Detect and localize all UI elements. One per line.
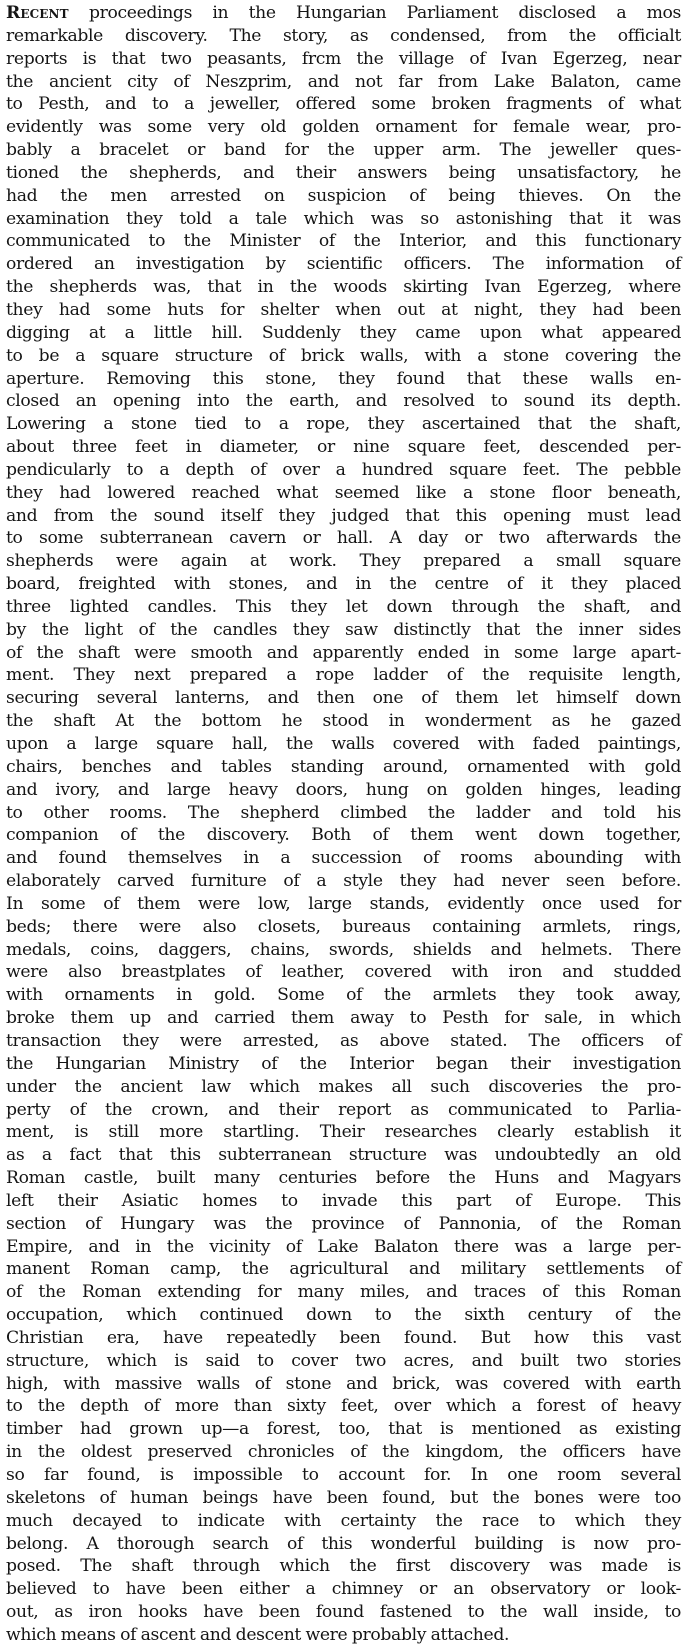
text-line: as a fact that this subterranean structure was undoubtedly an old — [6, 1145, 681, 1166]
text-line: structure, which is said to cover two acres, and built two stories — [6, 1350, 681, 1371]
text-line: and found themselves in a succession of rooms abounding with — [6, 848, 681, 869]
text-line: and from the sound itself they judged that this opening must lead — [6, 505, 681, 526]
text-line: medals, coins, daggers, chains, swords, shields and helmets. There — [6, 939, 681, 960]
text-line: Christian era, have repeatedly been found. But how this vast — [6, 1327, 681, 1348]
text-line: about three feet in diameter, or nine square feet, descended per- — [6, 437, 681, 458]
text-line: elaborately carved furniture of a style they had never seen before. — [6, 871, 681, 892]
text-line: aperture. Removing this stone, they found that these walls en- — [6, 368, 681, 389]
text-line: three lighted candles. This they let down through the shaft, and — [6, 596, 681, 617]
text-line: the Hungarian Ministry of the Interior began their investigation — [6, 1053, 681, 1074]
text-line: reports is that two peasants, frcm the village of Ivan Egerzeg, near — [6, 48, 681, 69]
text-line: tioned the shepherds, and their answers being unsatisfactory, he — [6, 162, 681, 183]
text-line: remarkable discovery. The story, as condensed, from the officialt — [6, 25, 681, 46]
text-line: ment, is still more startling. Their researches clearly establish it — [6, 1122, 681, 1143]
text-line: the ancient city of Neszprim, and not far from Lake Balaton, came — [6, 71, 681, 92]
text-line: to some subterranean cavern or hall. A day or two afterwards the — [6, 528, 681, 549]
text-line: believed to have been either a chimney or an observatory or look- — [6, 1579, 681, 1600]
text-line: Empire, and in the vicinity of Lake Balaton there was a large per- — [6, 1236, 681, 1257]
text-line: the shaft At the bottom he stood in wonderment as he gazed — [6, 711, 681, 732]
text-line: of the shaft were smooth and apparently ended in some large apart- — [6, 642, 681, 663]
text-line: in the oldest preserved chronicles of the kingdom, the officers have — [6, 1442, 681, 1463]
text-line: with ornaments in gold. Some of the armlets they took away, — [6, 985, 681, 1006]
text-line: to Pesth, and to a jeweller, offered some broken fragments of what — [6, 94, 681, 115]
text-line: so far found, is impossible to account for. In one room several — [6, 1465, 681, 1485]
text-line: much decayed to indicate with certainty the race to which they — [6, 1510, 681, 1531]
text-line: closed an opening into the earth, and resolved to sound its depth. — [6, 391, 681, 412]
text-line: communicated to the Minister of the Interior, and this functionary — [6, 231, 681, 252]
text-line: they had some huts for shelter when out at night, they had been — [6, 299, 681, 320]
text-line: evidently was some very old golden ornament for female wear, pro- — [6, 117, 681, 138]
text-line: shepherds were again at work. They prepared a small square — [6, 551, 681, 572]
text-line: In some of them were low, large stands, evidently once used for — [6, 893, 681, 914]
text-line: manent Roman camp, the agricultural and military settlements of — [6, 1259, 681, 1280]
article-body — [6, 25, 681, 1647]
text-line: securing several lanterns, and then one of them let himself down — [6, 688, 681, 709]
first-line-text: proceedings in the Hungarian Parliament disclosed a mos — [68, 3, 681, 23]
text-line: to be a square structure of brick walls, with a stone covering the — [6, 345, 681, 366]
text-line: posed. The shaft through which the first discovery was made is — [6, 1556, 681, 1577]
text-line: occupation, which continued down to the sixth century of the — [6, 1305, 681, 1326]
text-line: ordered an investigation by scientific officers. The information of — [6, 254, 681, 275]
text-line: upon a large square hall, the walls covered with faded paintings, — [6, 734, 681, 754]
text-line: skeletons of human beings have been found, but the bones were too — [6, 1487, 681, 1508]
text-line: to other rooms. The shepherd climbed the ladder and told his — [6, 802, 681, 823]
text-line: by the light of the candles they saw distinctly that the inner sides — [6, 619, 681, 640]
text-line: examination they told a tale which was so astonishing that it was — [6, 208, 681, 229]
text-line: belong. A thorough search of this wonderful building is now pro- — [6, 1533, 681, 1554]
text-line: broke them up and carried them away to Pesth for sale, in which — [6, 1008, 681, 1029]
text-line: out, as iron hooks have been found fastened to the wall inside, to — [6, 1602, 681, 1623]
text-line: section of Hungary was the province of Pannonia, of the Roman — [6, 1213, 681, 1234]
text-line: they had lowered reached what seemed like a stone floor beneath, — [6, 482, 681, 503]
text-line: high, with massive walls of stone and brick, was covered with earth — [6, 1373, 681, 1394]
text-line: had the men arrested on suspicion of being thieves. On the — [6, 185, 681, 206]
text-line: Roman castle, built many centuries before the Huns and Magyars — [6, 1168, 681, 1189]
text-line: perty of the crown, and their report as communicated to Parlia- — [6, 1099, 681, 1120]
lead-word: Recent — [6, 3, 69, 23]
text-line: which means of ascent and descent were probably attached. — [6, 1624, 510, 1645]
text-line: chairs, benches and tables standing around, ornamented with gold — [6, 756, 681, 777]
text-line: ment. They next prepared a rope ladder of the requisite length, — [6, 665, 681, 686]
text-line: to the depth of more than sixty feet, over which a forest of heavy — [6, 1396, 681, 1417]
text-line: under the ancient law which makes all such discoveries the pro- — [6, 1076, 681, 1097]
text-line: Lowering a stone tied to a rope, they ascertained that the shaft, — [6, 414, 681, 435]
text-line: beds; there were also closets, bureaus containing armlets, rings, — [6, 916, 681, 937]
text-line: the shepherds was, that in the woods skirting Ivan Egerzeg, where — [6, 277, 681, 298]
text-line — [6, 2, 681, 25]
text-line: and ivory, and large heavy doors, hung on golden hinges, leading — [6, 779, 681, 800]
text-line: were also breastplates of leather, covered with iron and studded — [6, 962, 681, 983]
text-line: transaction they were arrested, as above stated. The officers of — [6, 1030, 681, 1051]
text-line: companion of the discovery. Both of them went down together, — [6, 825, 681, 846]
text-line: digging at a little hill. Suddenly they came upon what appeared — [6, 322, 681, 343]
text-line: left their Asiatic homes to invade this part of Europe. This — [6, 1190, 681, 1211]
text-line: timber had grown up—a forest, too, that is mentioned as existing — [6, 1419, 681, 1440]
text-line: board, freighted with stones, and in the centre of it they placed — [6, 574, 681, 595]
text-line: bably a bracelet or band for the upper arm. The jeweller ques- — [6, 140, 681, 161]
text-line: of the Roman extending for many miles, and traces of this Roman — [6, 1282, 681, 1303]
text-line: pendicularly to a depth of over a hundred square feet. The pebble — [6, 459, 681, 480]
